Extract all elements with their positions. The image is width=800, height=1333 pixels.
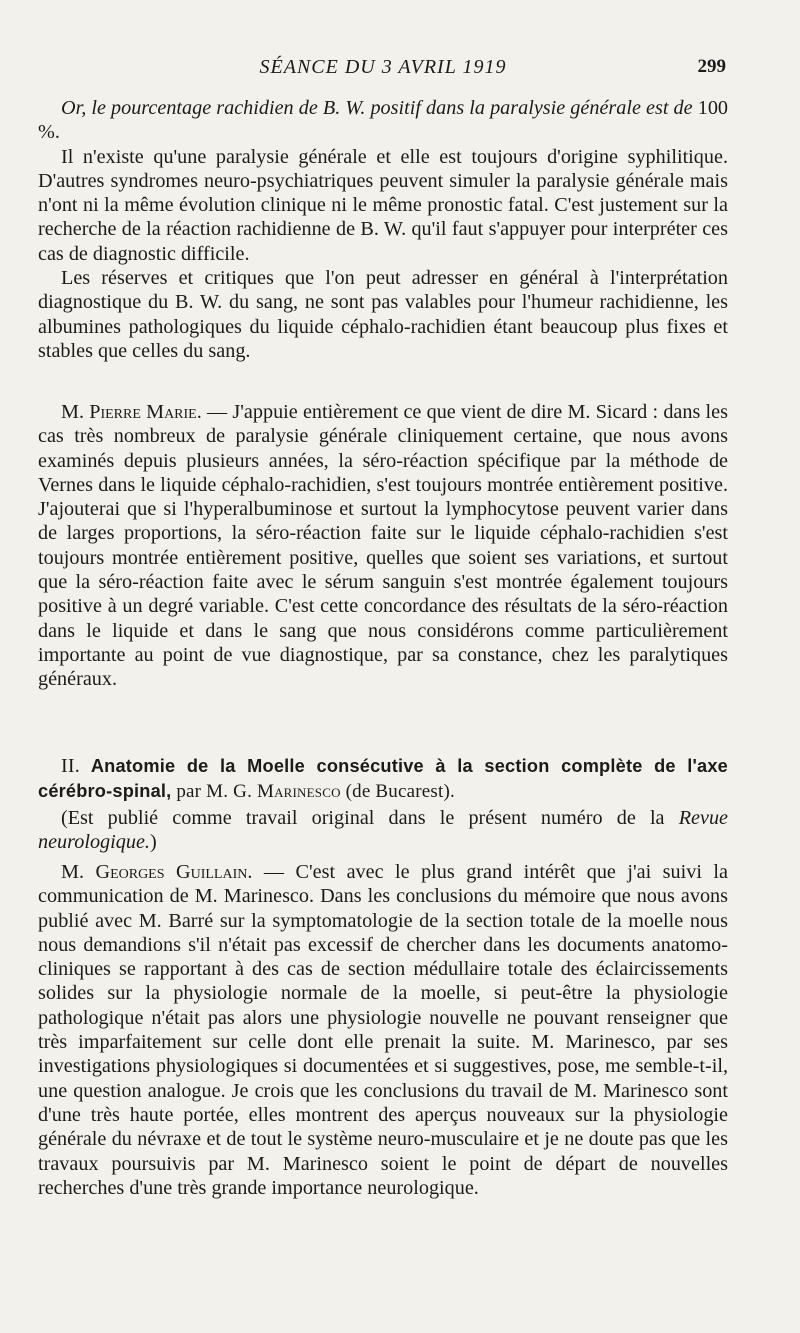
journal-name: Revue neurologique. bbox=[38, 807, 728, 854]
section-title-text: Anatomie de la Moelle consécutive à la section complète de l'axe cérébro-spinal, bbox=[38, 756, 728, 801]
guillain-paragraph bbox=[38, 860, 728, 1200]
section-title bbox=[38, 754, 728, 804]
section-number: II. bbox=[61, 755, 80, 777]
pierre-marie-paragraph bbox=[38, 400, 728, 692]
section-ii-heading bbox=[38, 754, 728, 804]
sicard-conclusion bbox=[38, 96, 728, 363]
section-place: (de Bucarest). bbox=[340, 781, 455, 802]
running-title: SÉANCE DU 3 AVRIL 1919 bbox=[259, 56, 507, 78]
page-header bbox=[38, 56, 728, 86]
publication-note-text: (Est publié comme travail original dans le présent numéro de la bbox=[61, 807, 679, 829]
guillain-text: — C'est avec le plus grand intérêt que j'ai suivi la communication de M. Marinesco. Dans les conclusions du mémoire que nous avons publié avec M. Barré sur la symptomatologie de la section totale de la moelle nous nous demandions s'il n'était pas excessif de chercher dans les documents anatomo-cliniques se rapportant à des cas de section médullaire totale des éclaircissements solides sur la physiologie normale de la moelle, si peut-être la physiologie pathologique n'était pas alors une physiologie nouvelle ne pouvant renseigner que très imparfaitement sur celle dont elle prenait la suite. M. Marinesco, par ses investigations physiologiques si documentées et si suggestives, pose, me semble-t-il, une question analogue. Je crois que les conclusions du travail de M. Marinesco sont d'une très haute portée, elles montrent des aperçus nouveaux sur la physiologie générale du névraxe et de tout le système neuro-musculaire et je ne doute pas que les travaux poursuivis par M. Marinesco soient le point de départ de nouvelles recherches d'une très grande importance neurologique. bbox=[38, 861, 728, 1199]
percentage-value: 100 %. bbox=[38, 97, 729, 144]
percentage-statement-italic: Or, le pourcentage rachidien de B. W. positif dans la paralysie générale est de bbox=[61, 97, 693, 119]
publication-note bbox=[38, 806, 728, 855]
publication-note-paragraph bbox=[38, 806, 728, 855]
pierre-marie-text: — J'appuie entièrement ce que vient de dire M. Sicard : dans les cas très nombreux de paralysie générale cliniquement certaine, que nous avons examinés depuis plusieurs années, la séro-réaction spécifique par la méthode de Vernes dans le liquide céphalo-rachidien, s'est toujours montrée entièrement positive. J'ajouterai que si l'hyperalbuminose et surtout la lymphocytose peuvent varier dans de larges proportions, la séro-réaction faite sur le liquide céphalo-rachidien s'est toujours montrée entièrement positive, quelles que soient ses variations, et surtout que la séro-réaction faite avec le sérum sanguin s'est montrée également toujours positive à un degré variable. C'est cette concordance des résultats de la séro-réaction dans le liquide et dans le sang que nous considérons comme particulièrement importante au point de vue diagnostique, par sa constance, chez les paralytiques généraux. bbox=[38, 401, 728, 691]
guillain-comment bbox=[38, 860, 728, 1200]
section-author: Marinesco bbox=[256, 781, 341, 802]
paragraph-reserves: Les réserves et critiques que l'on peut adresser en général à l'interprétation diagnostique du B. W. du sang, ne sont pas valables pour l'humeur rachidienne, les albumines pathologiques du liquide céphalo-rachidien étant beaucoup plus fixes et stables que celles du sang. bbox=[38, 267, 728, 362]
speaker-pierre-marie: M. Pierre Marie. bbox=[61, 401, 202, 423]
percentage-statement bbox=[38, 96, 728, 145]
pierre-marie-comment bbox=[38, 400, 728, 692]
section-by: par M. G. bbox=[171, 781, 257, 802]
page-number: 299 bbox=[697, 56, 726, 77]
paragraph-paralysie-unique: Il n'existe qu'une paralysie générale et elle est toujours d'origine syphilitique. D'autres syndromes neuro-psychiatriques peuvent simuler la paralysie générale mais n'ont ni la même évolution clinique ni le même pronostic fatal. C'est justement sur la recherche de la réaction rachidienne de B. W. qu'il faut s'appuyer pour interpréter ces cas de diagnostic difficile. bbox=[38, 145, 728, 265]
speaker-guillain: M. Georges Guillain. bbox=[61, 861, 253, 883]
publication-note-close: ) bbox=[149, 831, 157, 854]
